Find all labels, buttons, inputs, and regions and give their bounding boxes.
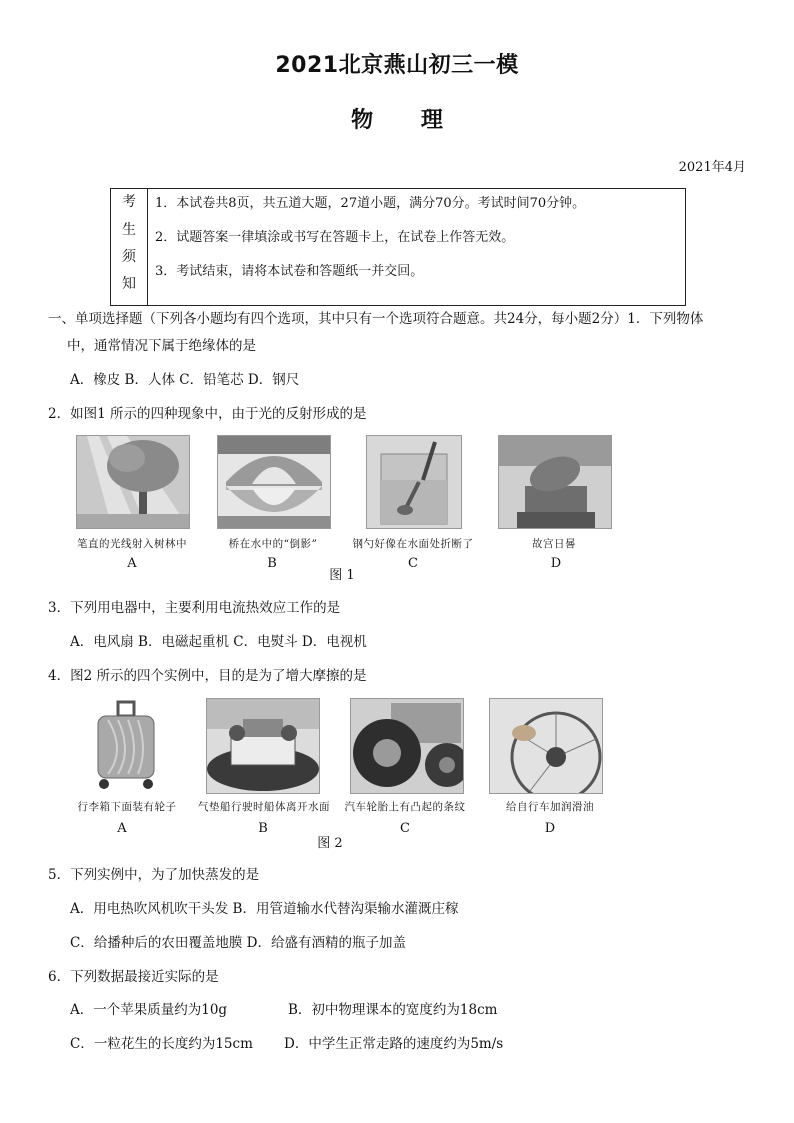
figure-1-label: 图 1 [329, 568, 355, 583]
notice-side-label [111, 189, 148, 305]
subject-title: 物 理 [351, 108, 443, 133]
q6-option-d: D．中学生正常走路的速度约为5m/s [284, 1036, 504, 1052]
q3-options: A．电风扇 B．电磁起重机 C．电熨斗 D．电视机 [70, 634, 367, 650]
exam-date: 2021年4月 [678, 160, 746, 175]
section-heading: 一、单项选择题（下列各小题均有四个选项，其中只有一个选项符合题意。共24分，每小题2分）1．下列物体 [48, 311, 704, 327]
notice-side-char: 知 [122, 276, 136, 292]
notice-line: 3．考试结束，请将本试卷和答题纸一并交回。 [155, 264, 424, 279]
q4-caption-b: 气垫船行驶时船体离开水面 [198, 801, 330, 813]
q6-option-a: A．一个苹果质量约为10g [70, 1002, 228, 1018]
q2-caption-a: 笔直的光线射入树林中 [77, 538, 187, 550]
notice-line: 2．试题答案一律填涂或书写在答题卡上，在试卷上作答无效。 [155, 230, 515, 245]
q2-letter-a: A [127, 556, 137, 571]
q2-caption-b: 桥在水中的“倒影” [228, 538, 318, 550]
q1-stem-cont: 中，通常情况下属于绝缘体的是 [67, 338, 256, 354]
sundial-image [498, 435, 612, 529]
notice-side-char: 须 [122, 249, 136, 265]
q2-caption-d: 故宫日晷 [532, 538, 576, 550]
q3-stem: 3．下列用电器中，主要利用电流热效应工作的是 [48, 600, 341, 616]
q6-option-c: C．一粒花生的长度约为15cm [70, 1036, 253, 1052]
bridge-reflection-image [217, 435, 331, 529]
q2-stem: 2．如图1 所示的四种现象中，由于光的反射形成的是 [48, 406, 367, 422]
forest-light-image [76, 435, 190, 529]
notice-side-char: 考 [122, 194, 136, 210]
q2-letter-c: C [408, 556, 418, 571]
bicycle-oil-image [489, 698, 603, 794]
suitcase-image [88, 700, 164, 790]
q2-letter-d: D [550, 556, 562, 571]
q4-letter-b: B [258, 821, 268, 836]
notice-box [110, 188, 686, 306]
hovercraft-image [206, 698, 320, 794]
q1-options: A．橡皮 B．人体 C．铅笔芯 D．钢尺 [70, 372, 300, 388]
notice-line: 1．本试卷共8页，共五道大题，27道小题，满分70分。考试时间70分钟。 [155, 196, 586, 211]
q4-caption-a: 行李箱下面装有轮子 [77, 801, 177, 813]
q2-letter-b: B [267, 556, 277, 571]
q4-caption-c: 汽车轮胎上有凸起的条纹 [344, 801, 466, 813]
tractor-tire-image [350, 698, 464, 794]
q5-options-line2: C．给播种后的农田覆盖地膜 D．给盛有酒精的瓶子加盖 [70, 935, 406, 951]
q2-caption-c: 钢勺好像在水面处折断了 [352, 538, 474, 550]
q5-stem: 5．下列实例中，为了加快蒸发的是 [48, 867, 260, 883]
exam-title: 2021北京燕山初三一模 [275, 53, 519, 78]
notice-side-char: 生 [122, 222, 136, 238]
figure-2-label: 图 2 [317, 836, 343, 851]
spoon-in-water-image [366, 435, 462, 529]
q4-caption-d: 给自行车加润滑油 [506, 801, 594, 813]
q5-options-line1: A．用电热吹风机吹干头发 B．用管道输水代替沟渠输水灌溉庄稼 [70, 901, 459, 917]
q4-stem: 4．图2 所示的四个实例中，目的是为了增大摩擦的是 [48, 668, 367, 684]
q6-option-b: B．初中物理课本的宽度约为18cm [288, 1002, 498, 1018]
q4-letter-d: D [544, 821, 556, 836]
q6-stem: 6．下列数据最接近实际的是 [48, 969, 219, 985]
q4-letter-a: A [117, 821, 127, 836]
q4-letter-c: C [400, 821, 410, 836]
